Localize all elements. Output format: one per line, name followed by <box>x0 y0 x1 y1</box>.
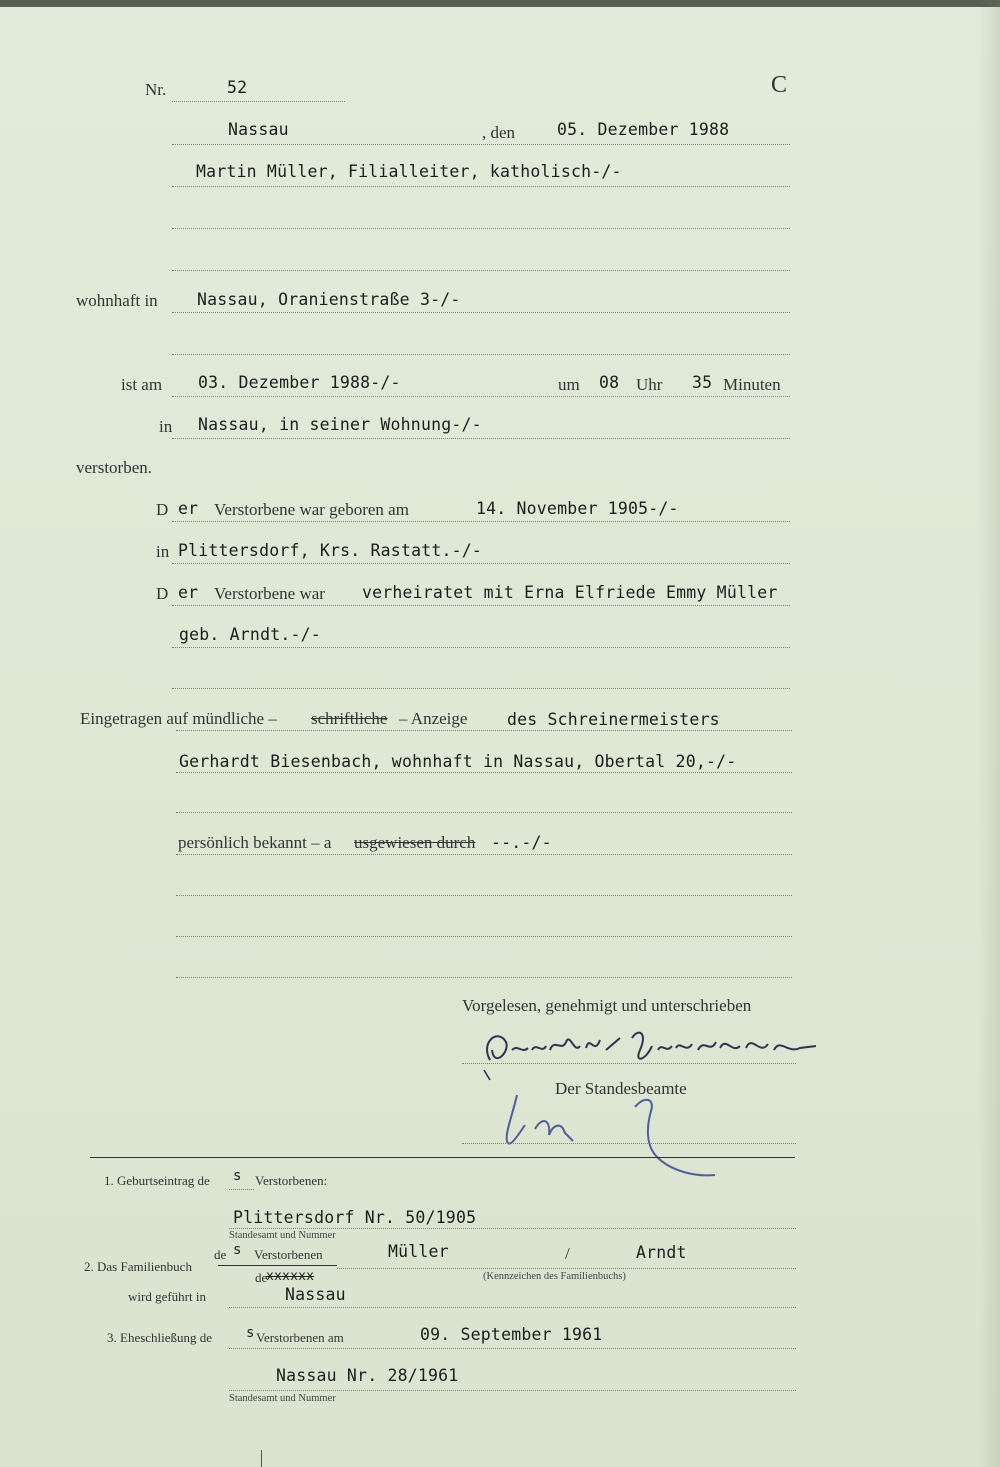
read-approved-label: Vorgelesen, genehmigt und unterschrieben <box>462 996 752 1015</box>
n2-wird-label: wird geführt in <box>128 1289 206 1304</box>
birth-place-rule <box>172 563 790 564</box>
known-rule <box>176 854 792 855</box>
registration-rule-1 <box>176 730 792 731</box>
n2-verstorbenen: Verstorbenen <box>254 1247 323 1262</box>
n3-value: Nassau Nr. 28/1961 <box>276 1366 459 1385</box>
death-date-value: 03. Dezember 1988-/- <box>198 373 401 392</box>
date-value: 05. Dezember 1988 <box>557 120 730 139</box>
declarant-signature <box>470 1020 830 1080</box>
n1-fill-rule <box>229 1189 254 1190</box>
n2-separator <box>218 1265 337 1266</box>
n2-de2: de <box>255 1270 268 1285</box>
n3-date: 09. September 1961 <box>420 1325 603 1344</box>
declarant-line-1: Martin Müller, Filialleiter, katholisch-/- <box>196 162 622 181</box>
declarant-line-rule-2 <box>172 228 790 229</box>
n2-crossed: xxxxxx <box>266 1269 315 1284</box>
n2-place-rule <box>229 1307 796 1308</box>
corner-mark: C <box>771 72 788 98</box>
n1-label: 1. Geburtseintrag de <box>104 1173 210 1188</box>
minuten-label: Minuten <box>723 375 781 394</box>
residence-rule-2 <box>172 354 790 355</box>
n2-slash: / <box>565 1244 570 1263</box>
marriage-status-value: verheiratet mit Erna Elfriede Emmy Müller <box>362 583 778 602</box>
marriage-d-label: D <box>156 584 169 603</box>
n3-suffix: Verstorbenen am <box>256 1330 344 1345</box>
n2-label: 2. Das Familienbuch <box>84 1259 192 1274</box>
nr-value: 52 <box>227 78 248 97</box>
birth-date-value: 14. November 1905-/- <box>476 499 679 518</box>
n2-value-rule <box>337 1268 796 1269</box>
n2-value2: Arndt <box>636 1243 687 1262</box>
n3-date-rule <box>229 1348 796 1349</box>
birth-d-label: D <box>156 500 169 519</box>
n1-value: Plittersdorf Nr. 50/1905 <box>233 1208 477 1227</box>
page-edge-shadow <box>978 0 1000 1467</box>
registration-suffix: – Anzeige <box>399 709 468 728</box>
birth-d-fill: er <box>178 499 199 518</box>
blank-rule-3 <box>176 977 792 978</box>
verstorben-label: verstorben. <box>76 458 153 477</box>
top-edge <box>0 0 1000 7</box>
blank-rule-1 <box>176 895 792 896</box>
marriage-rule-2 <box>172 647 790 648</box>
notes-divider <box>90 1157 795 1158</box>
residence-rule-1 <box>172 312 790 313</box>
n1-fill: s <box>233 1168 242 1184</box>
n2-de: de <box>214 1247 227 1262</box>
nr-label: Nr. <box>145 80 167 99</box>
n1-value-rule <box>229 1228 796 1229</box>
declarant-line-rule-3 <box>172 270 790 271</box>
death-place-value: Nassau, in seiner Wohnung-/- <box>198 415 482 434</box>
n3-fill: s <box>246 1325 255 1341</box>
birth-date-rule <box>172 521 790 522</box>
nr-line <box>172 101 345 102</box>
death-hour-value: 08 <box>599 373 620 392</box>
declarant-signature-rule <box>462 1063 796 1064</box>
um-label: um <box>558 375 580 394</box>
n3-value-rule <box>229 1390 796 1391</box>
blank-rule-2 <box>176 936 792 937</box>
birth-in-label: in <box>156 542 170 561</box>
standesamt-label-1: Standesamt und Nummer <box>229 1230 336 1241</box>
marriage-rule-3 <box>172 688 790 689</box>
n2-place: Nassau <box>285 1285 346 1304</box>
born-label: Verstorbene war geboren am <box>214 500 409 519</box>
registration-rule-2 <box>176 772 792 773</box>
n1-suffix: Verstorbenen: <box>255 1173 328 1188</box>
marriage-rule-1 <box>172 605 790 606</box>
registrar-signature-rule <box>462 1143 796 1144</box>
place-value: Nassau <box>228 120 289 139</box>
registration-value: des Schreinermeisters <box>507 710 720 729</box>
birth-place-value: Plittersdorf, Krs. Rastatt.-/- <box>178 541 483 560</box>
n3-label: 3. Eheschließung de <box>107 1330 213 1345</box>
standesamt-label-2: Standesamt und Nummer <box>229 1393 336 1404</box>
marriage-d-fill: er <box>178 583 199 602</box>
kennzeichen-label: (Kennzeichen des Familienbuchs) <box>483 1271 626 1282</box>
date-line <box>172 144 790 145</box>
uhr-label: Uhr <box>636 375 663 394</box>
declarant-line-rule-1 <box>172 186 790 187</box>
registration-rule-3 <box>176 812 792 813</box>
marriage-status-line2: geb. Arndt.-/- <box>179 625 321 644</box>
residence-value: Nassau, Oranienstraße 3-/- <box>197 290 461 309</box>
marriage-war-label: Verstorbene war <box>214 584 325 603</box>
registrar-signature <box>495 1085 735 1185</box>
ist-am-label: ist am <box>121 375 163 394</box>
death-place-rule <box>172 438 790 439</box>
death-in-label: in <box>159 417 173 436</box>
n2-value1: Müller <box>388 1242 449 1261</box>
registrar-label: Der Standesbeamte <box>555 1079 687 1098</box>
registration-prefix: Eingetragen auf mündliche – <box>80 709 277 728</box>
known-suffix: --.-/- <box>491 833 552 852</box>
n2-fill: s <box>233 1242 242 1258</box>
death-minutes-value: 35 <box>692 373 713 392</box>
known-prefix: persönlich bekannt – a <box>178 833 332 852</box>
registration-line2: Gerhardt Biesenbach, wohnhaft in Nassau, Obertal 20,-/- <box>179 752 737 771</box>
residence-label: wohnhaft in <box>76 291 158 310</box>
death-date-rule <box>172 396 790 397</box>
known-struck: usgewiesen durch <box>354 833 476 852</box>
margin-tick <box>261 1450 262 1467</box>
registration-struck: schriftliche <box>311 709 388 728</box>
den-label: , den <box>482 123 516 142</box>
